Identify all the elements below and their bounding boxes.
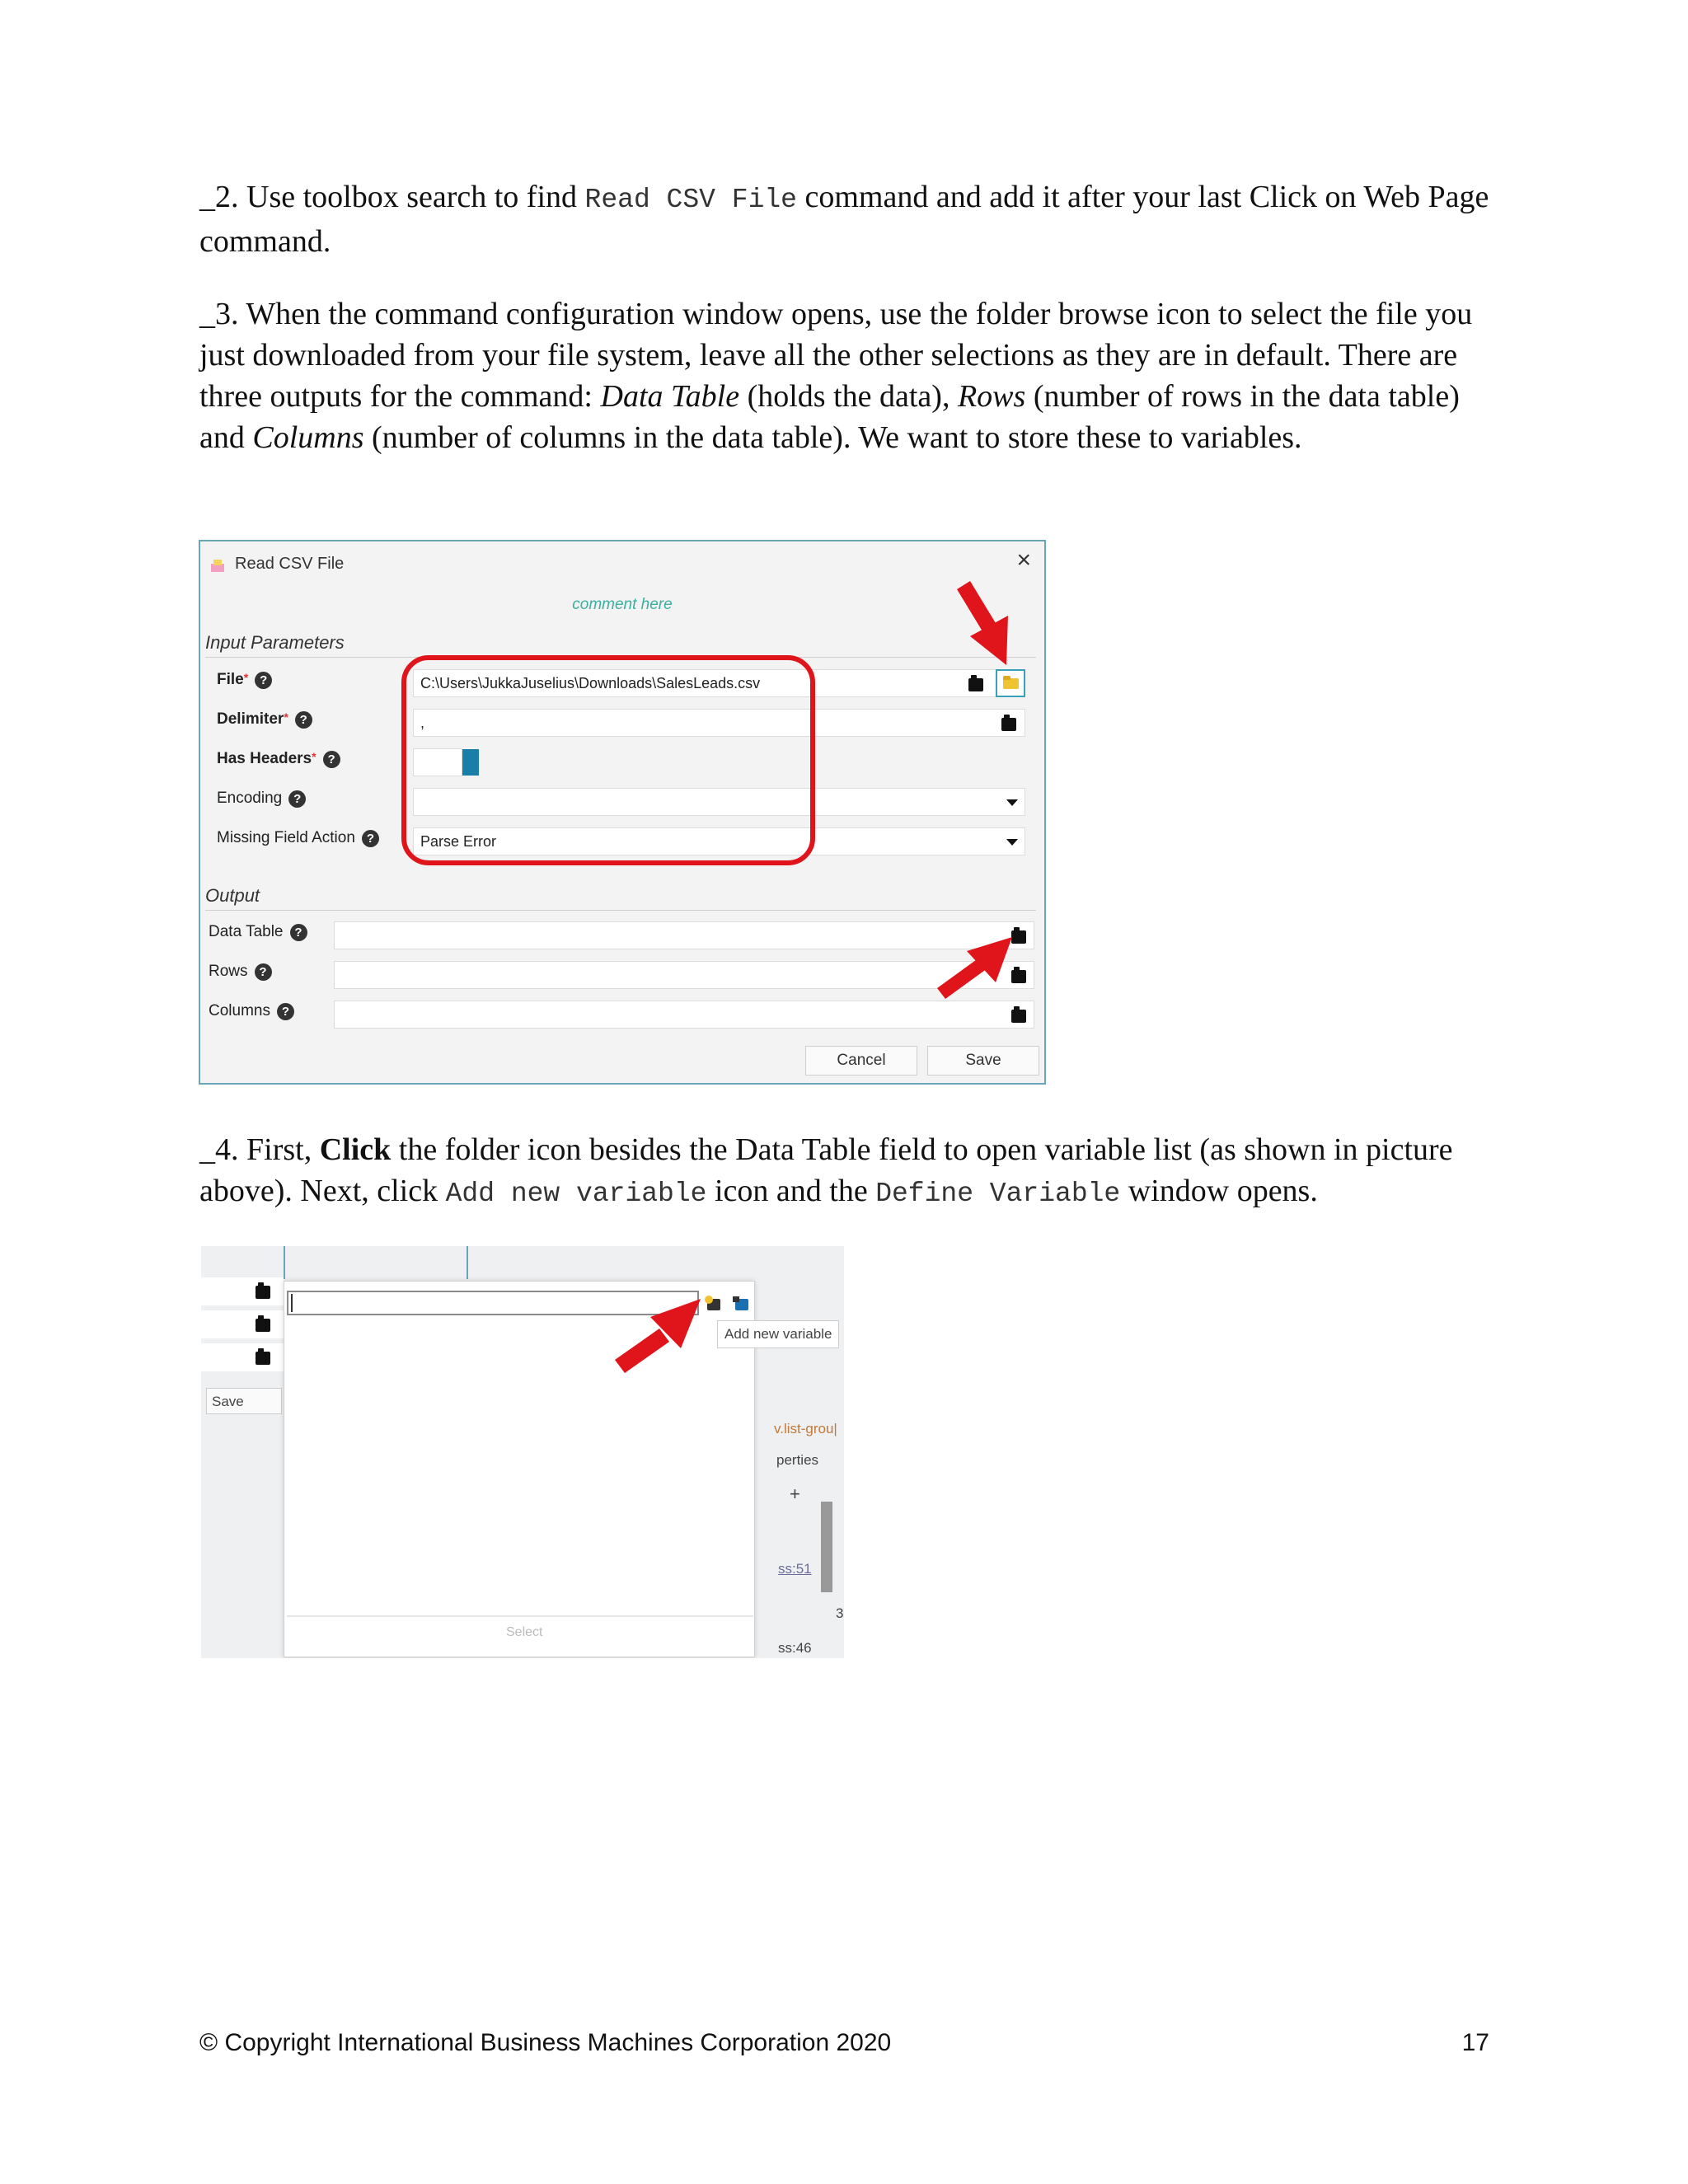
delimiter-field[interactable]: , xyxy=(413,709,1025,737)
background-text: ss:46 xyxy=(778,1640,812,1656)
comment-field[interactable]: comment here xyxy=(572,596,673,613)
close-icon[interactable]: × xyxy=(1016,546,1031,574)
copyright-footer: © Copyright International Business Machines Corporation 2020 xyxy=(199,2029,892,2056)
step-4-text-3: icon and the xyxy=(706,1174,876,1208)
has-headers-label: Has Headers* ? xyxy=(217,750,340,768)
output-rows-term: Rows xyxy=(957,379,1026,414)
define-variable-term: Define Variable xyxy=(875,1179,1121,1209)
step-3-text: _3. When the command configuration window opens, use the folder browse icon to select the file you just downloaded from your file system, leave all the other selections as they are in default. There are three outputs for the command: xyxy=(199,297,1473,414)
missing-field-action-select[interactable]: Parse Error xyxy=(413,827,1025,855)
arrow-to-data-table-variable-icon xyxy=(937,937,1012,999)
input-parameters-heading: Input Parameters xyxy=(205,632,345,653)
step-4-text: _4. First, xyxy=(199,1132,320,1167)
background-text: ss:51 xyxy=(778,1561,812,1577)
read-csv-dialog-screenshot xyxy=(199,540,1046,1085)
step-2-text: _2. Use toolbox search to find xyxy=(199,180,585,214)
dialog-title: Read CSV File xyxy=(235,555,345,573)
step-4-text-2: the folder icon besides the Data Table field to open variable list (as shown in picture above). Next, click xyxy=(199,1132,1453,1208)
help-icon[interactable]: ? xyxy=(255,672,272,689)
save-button: Save xyxy=(206,1388,282,1414)
help-icon[interactable]: ? xyxy=(288,790,306,808)
annotation-overlay xyxy=(200,541,1046,1085)
background-text: v.list-grou| xyxy=(774,1421,837,1436)
output-heading: Output xyxy=(205,885,260,906)
help-icon[interactable]: ? xyxy=(277,1003,294,1020)
add-new-variable-tooltip: Add new variable xyxy=(717,1320,839,1348)
background-text: 3 xyxy=(836,1605,844,1621)
select-button[interactable]: Select xyxy=(506,1625,543,1639)
step-3-text-4: (number of columns in the data table). We want to store these to variables. xyxy=(363,420,1302,455)
file-label: File* ? xyxy=(217,671,272,689)
background-text: + xyxy=(790,1483,800,1504)
step-2-paragraph xyxy=(199,176,1498,262)
input-highlight-box xyxy=(404,658,813,863)
delimiter-label: Delimiter* ? xyxy=(217,710,312,729)
data-table-label: Data Table ? xyxy=(209,923,307,941)
rows-label: Rows ? xyxy=(209,963,272,981)
step-3-text-3: (number of rows in the data table) and xyxy=(199,379,1460,455)
arrow-to-folder-icon xyxy=(957,581,1008,665)
step-3-paragraph xyxy=(199,293,1498,458)
file-path-field[interactable]: C:\Users\JukkaJuselius\Downloads\SalesLeads.csv xyxy=(413,669,1006,697)
click-emphasis: Click xyxy=(319,1132,392,1167)
step-4-text-4: window opens. xyxy=(1120,1174,1318,1208)
add-new-variable-term: Add new variable xyxy=(445,1179,707,1209)
save-button[interactable]: Save xyxy=(927,1046,1039,1076)
variable-list-screenshot xyxy=(201,1246,844,1658)
help-icon[interactable]: ? xyxy=(362,830,379,847)
step-4-paragraph xyxy=(199,1129,1498,1215)
columns-label: Columns ? xyxy=(209,1002,294,1020)
background-text: perties xyxy=(776,1452,819,1468)
step-3-text-2: (holds the data), xyxy=(739,379,958,414)
step-2-text-end: command and add it after your last Click on Web Page command. xyxy=(199,180,1489,259)
output-columns-term: Columns xyxy=(252,420,364,455)
read-csv-command-name: Read CSV File xyxy=(584,185,797,215)
page-number: 17 xyxy=(1461,2029,1489,2056)
help-icon[interactable]: ? xyxy=(290,924,307,941)
output-data-table-term: Data Table xyxy=(600,379,740,414)
help-icon[interactable]: ? xyxy=(323,751,340,768)
cancel-button[interactable]: Cancel xyxy=(805,1046,917,1076)
help-icon[interactable]: ? xyxy=(255,963,272,981)
annotation-overlay xyxy=(201,1246,844,1658)
encoding-label: Encoding ? xyxy=(217,790,306,808)
arrow-to-add-new-variable-icon xyxy=(615,1299,701,1373)
help-icon[interactable]: ? xyxy=(295,711,312,729)
missing-field-action-label: Missing Field Action ? xyxy=(217,829,379,847)
